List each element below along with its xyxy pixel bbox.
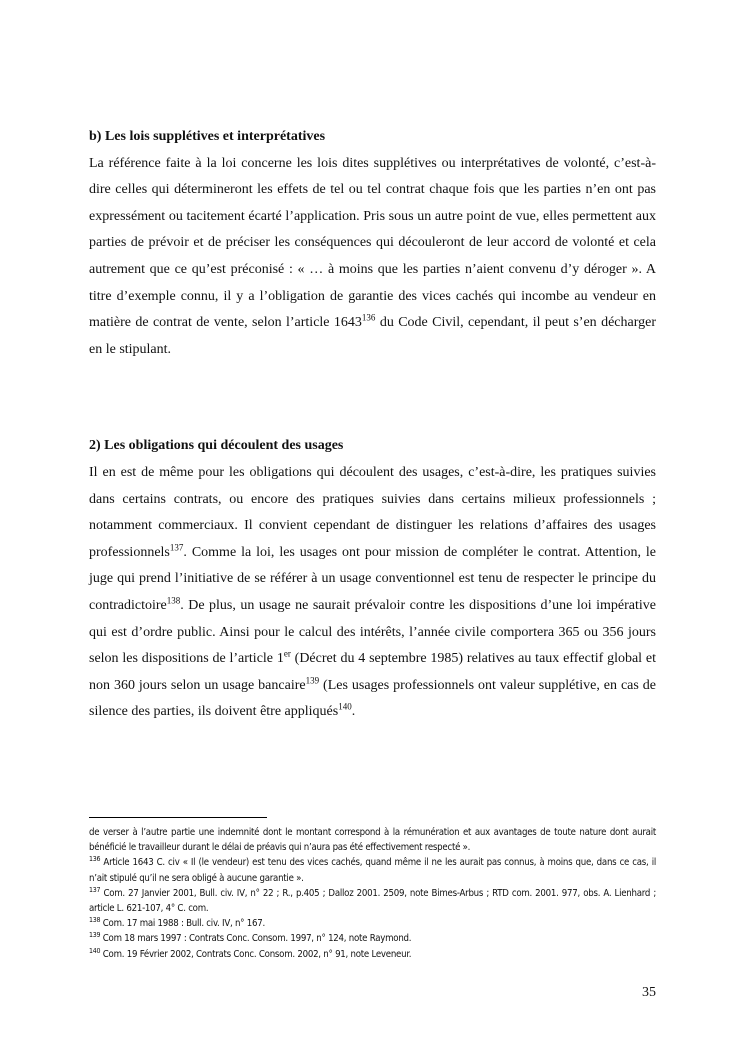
section-2-text-a: Il en est de même pour les obligations qui découlent des usages, c’est-à-dire, les pratiques suivies dans certains contrats, ou encore des pratiques suivies dans certains milieux professionnels ; notamment commerciaux. Il convient cependant de distinguer les relations d’affaires des usages professionnels — [89, 464, 656, 560]
section-spacer — [89, 363, 656, 433]
footnote-text-138: Com. 17 mai 1988 : Bull. civ. IV, n° 167. — [100, 918, 265, 930]
section-b-heading: b) Les lois supplétives et interprétatives — [89, 129, 326, 144]
footnote-mark-140: 140 — [89, 946, 101, 955]
page-number: 35 — [642, 985, 656, 1000]
footnote-ref-136[interactable]: 136 — [361, 312, 376, 323]
footnote-text-139: Com 18 mars 1997 : Contrats Conc. Consom. 1997, n° 124, note Raymond. — [100, 933, 412, 945]
section-2-text-f: . — [351, 704, 356, 720]
footnote-text-140: Com. 19 Février 2002, Contrats Conc. Consom. 2002, n° 91, note Leveneur. — [100, 948, 412, 960]
section-2-text-d: (Décret du 4 septembre 1985) relatives au taux effectif global et non 360 jours selon un usage bancaire — [89, 651, 656, 693]
superscript-er: er — [283, 648, 291, 659]
section-2-text-b: . Comme la loi, les usages ont pour mission de compléter le contrat. Attention, le juge qui prend l’initiative de se référer à un usage conventionnel est tenu de respecter le principe du contradictoire — [89, 544, 656, 613]
footnote-ref-140[interactable]: 140 — [338, 701, 352, 712]
footnote-136 — [89, 855, 656, 885]
footnote-140 — [89, 947, 656, 962]
footnote-mark-137: 137 — [89, 885, 101, 894]
footnote-138 — [89, 916, 656, 931]
section-2-text-e: (Les usages professionnels ont valeur supplétive, en cas de silence des parties, ils doivent être appliqués — [89, 677, 657, 720]
footnote-mark-139: 139 — [89, 931, 101, 940]
footnote-ref-137[interactable]: 137 — [169, 542, 184, 553]
section-2-text-c: . De plus, un usage ne saurait prévaloir contre les dispositions d’une loi impérative qui est d’ordre public. Ainsi pour le calcul des intérêts, l’année civile comportera 365 ou 356 jours selon les dispositions de l’article 1 — [89, 597, 656, 667]
footnote-mark-136: 136 — [89, 855, 101, 864]
section-2-heading: 2) Les obligations qui découlent des usages — [89, 438, 344, 454]
section-b-text-end: du Code Civil, cependant, il peut s’en décharger en le stipulant. — [89, 315, 657, 357]
footnote-text-137: Com. 27 Janvier 2001, Bull. civ. IV, n° 22 ; R., p.405 ; Dalloz 2001. 2509, note Bimes-Arbus ; RTD com. 2001. 977, obs. A. Lienhard ; article L. 621-107, 4° C. com. — [89, 887, 656, 915]
footnote-ref-138[interactable]: 138 — [166, 595, 181, 606]
body-text — [89, 124, 656, 726]
footnote-separator — [89, 817, 267, 818]
section-b-paragraph — [89, 151, 656, 364]
footnotes — [89, 825, 656, 962]
footnote-139 — [89, 931, 656, 946]
section-b-text: La référence faite à la loi concerne les lois dites supplétives ou interprétatives de volonté, c’est-à-dire celles qui détermineront les effets de tel ou tel contrat chaque fois que les parties n’en ont pas expressément ou tacitement écarté l’application. Pris sous un autre point de vue, elles permettent aux parties de prévoir et de préciser les conséquences qui découleront de leur accord de volonté et cela autrement que ce qu’est préconisé : « … à moins que les parties n’aient convenu d’y déroger ». A titre d’exemple connu, il y a l’obligation de garantie des vices cachés qui incombe au vendeur en matière de contrat de vente, selon l’article 1643 — [89, 155, 656, 331]
footnote-text-136: Article 1643 C. civ « Il (le vendeur) est tenu des vices cachés, quand même il ne les aurait pas connus, à moins que, dans ce cas, il n’ait stipulé qu’il ne sera obligé à aucune garantie ». — [89, 857, 656, 884]
footnote-mark-138: 138 — [89, 916, 101, 925]
footnote-ref-139[interactable]: 139 — [305, 675, 320, 686]
footnote-continuation: de verser à l’autre partie une indemnité dont le montant correspond à la rémunération et aux avantages de toute nature dont aurait bénéficié le travailleur durant le délai de préavis qui n’aura pas été effectivement respecté ». — [89, 827, 656, 854]
footnote-137 — [89, 886, 656, 916]
section-2-paragraph — [89, 460, 656, 726]
